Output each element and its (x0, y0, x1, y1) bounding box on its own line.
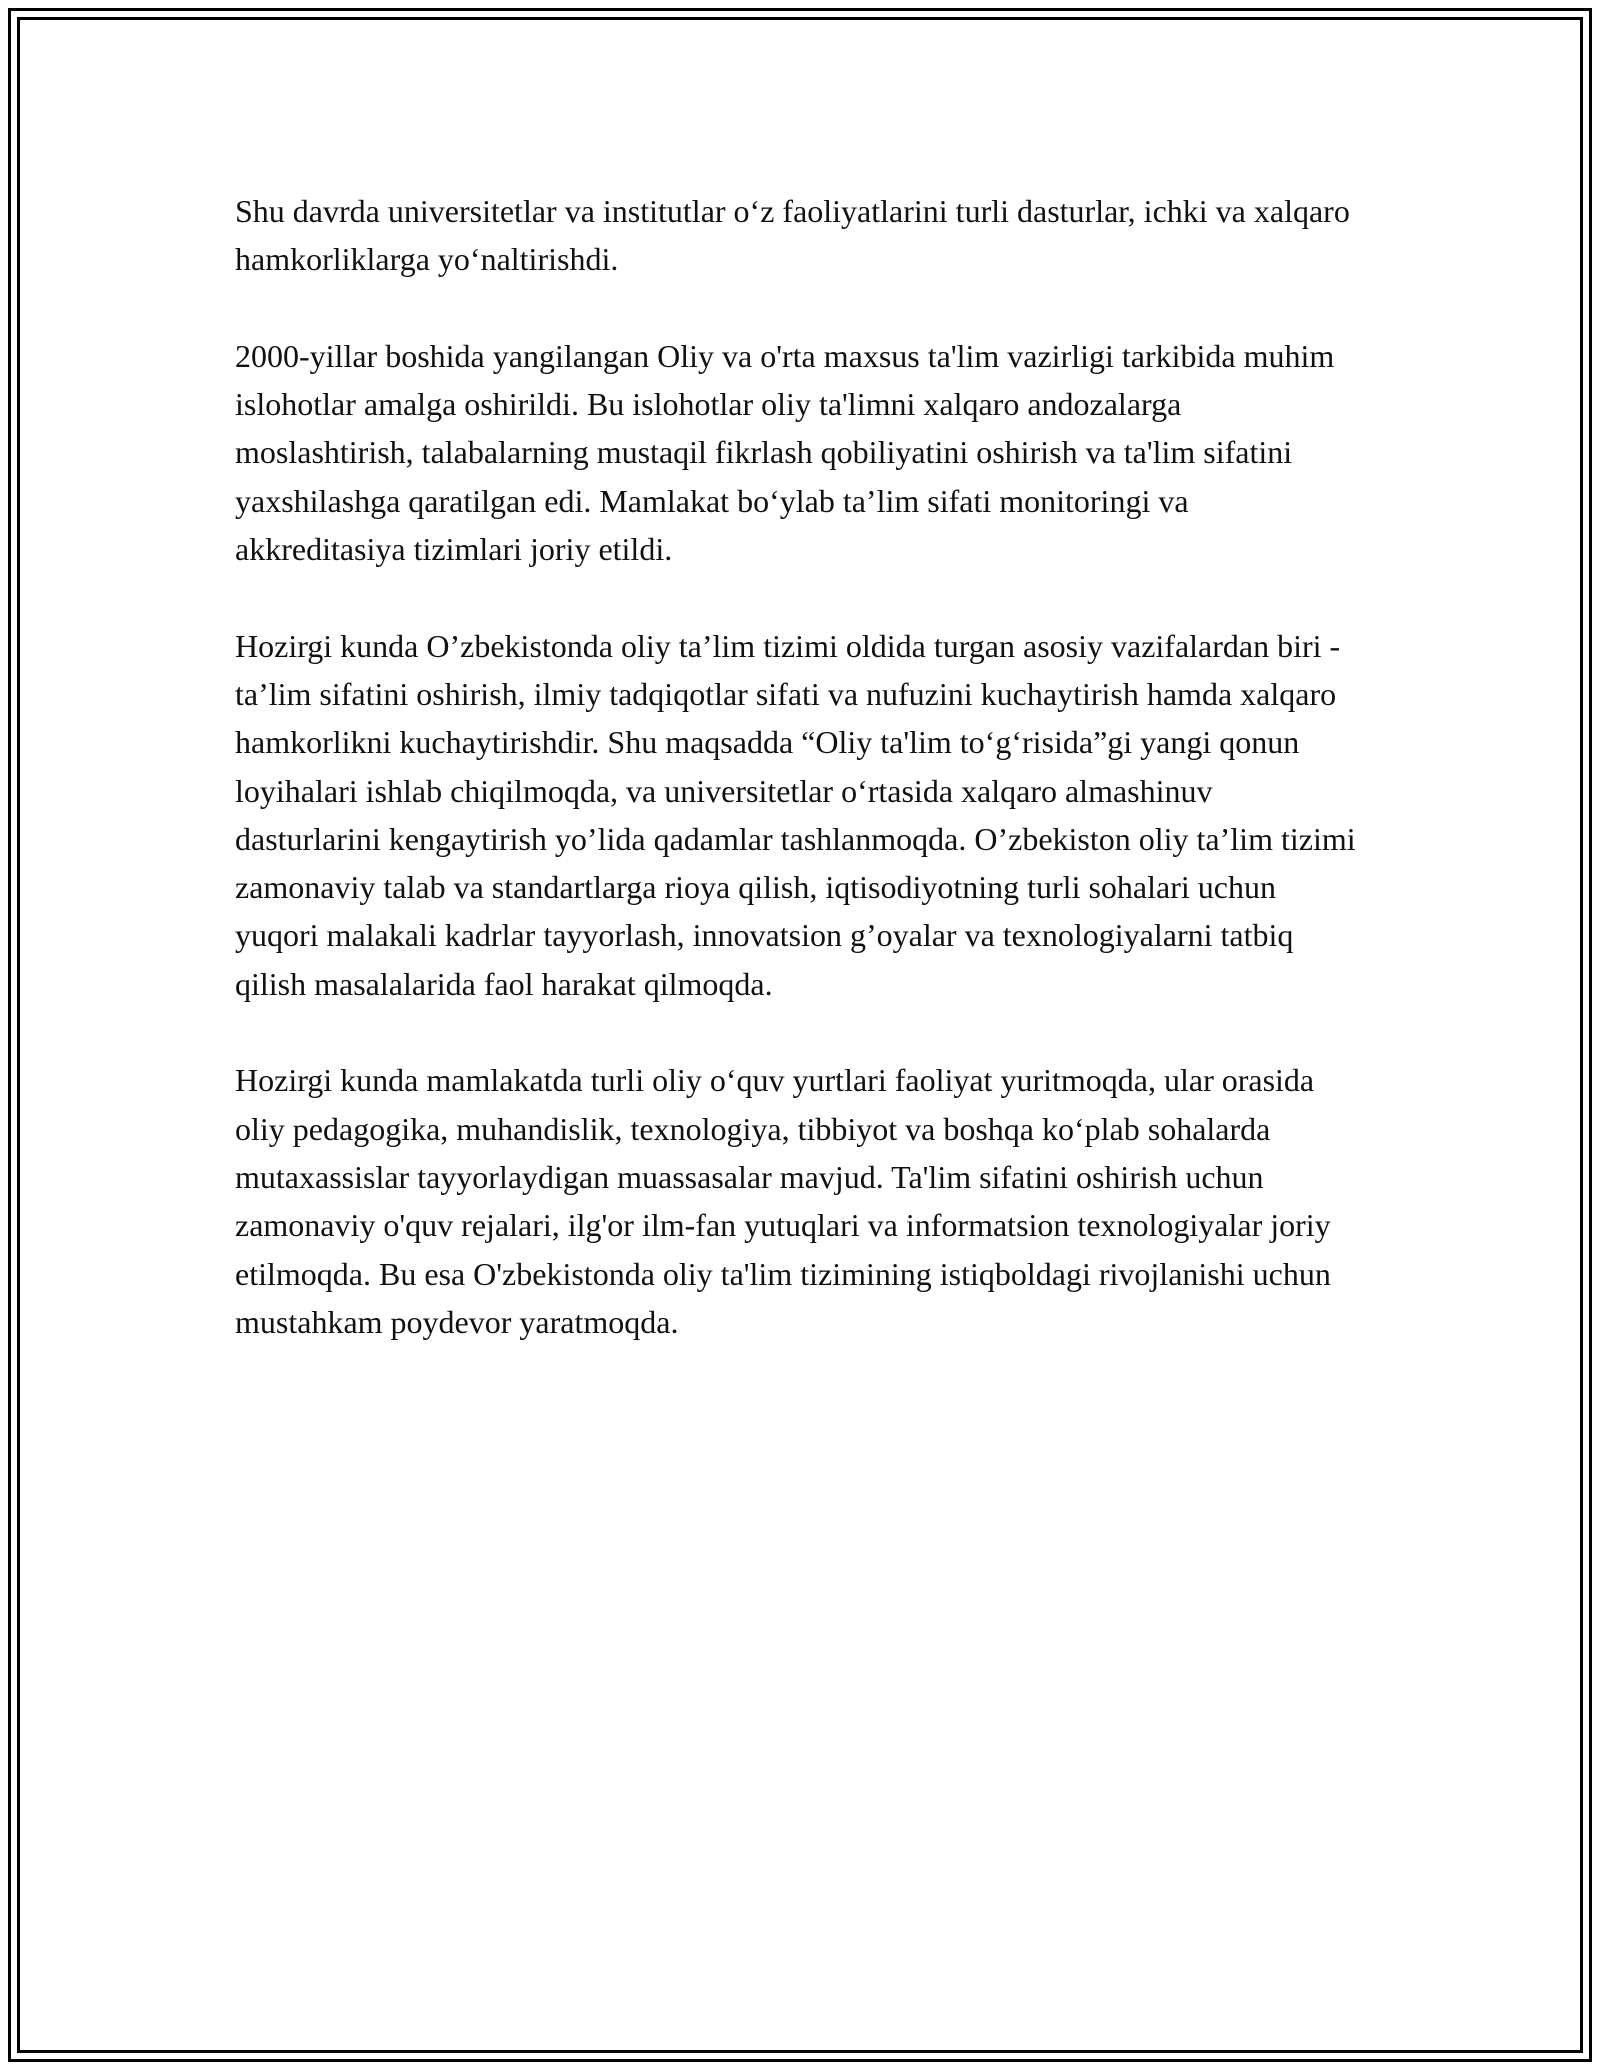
paragraph-1: Shu davrda universitetlar va institutlar o‘z faoliyatlarini turli dasturlar, ichki va xalqaro hamkorliklarga yo‘naltirishdi. (235, 193, 1350, 278)
paragraph-3: Hozirgi kunda O’zbekistonda oliy ta’lim tizimi oldida turgan asosiy vazifalardan biri - ta’lim sifatini oshirish, ilmiy tadqiqotlar sifati va nufuzini kuchaytirish hamda xalqaro hamkorlikni kuchaytirishdir. Shu maqsadda “Oliy ta'lim to‘g‘risida”gi yangi qonun loyihalari ishlab chiqilmoqda, va universitetlar o‘rtasida xalqaro almashinuv dasturlarini kengaytirish yo’lida qadamlar tashlanmoqda. O’zbekiston oliy ta’lim tizimi zamonaviy talab va standartlarga rioya qilish, iqtisodiyotning turli sohalari uchun yuqori malakali kadrlar tayyorlash, innovatsion g’oyalar va texnologiyalarni tatbiq qilish masalalarida faol harakat qilmoqda. (235, 627, 1356, 1002)
paragraph-4: Hozirgi kunda mamlakatda turli oliy o‘quv yurtlari faoliyat yuritmoqda, ular orasida oliy pedagogika, muhandislik, texnologiya, tibbiyot va boshqa ko‘plab sohalarda mutaxassislar tayyorlaydigan muassasalar mavjud. Ta'lim sifatini oshirish uchun zamonaviy o'quv rejalari, ilg'or ilm-fan yutuqlari va informatsion texnologiyalar joriy etilmoqda. Bu esa O'zbekistonda oliy ta'lim tizimining istiqboldagi rivojlanishi uchun mustahkam poydevor yaratmoqda. (235, 1062, 1331, 1340)
document-body (235, 187, 1360, 1394)
paragraph-2: 2000-yillar boshida yangilangan Oliy va o'rta maxsus ta'lim vazirligi tarkibida muhim islohotlar amalga oshirildi. Bu islohotlar oliy ta'limni xalqaro andozalarga moslashtirish, talabalarning mustaqil fikrlash qobiliyatini oshirish va ta'lim sifatini yaxshilashga qaratilgan edi. Mamlakat bo‘ylab ta’lim sifati monitoringi va akkreditasiya tizimlari joriy etildi. (235, 337, 1335, 568)
